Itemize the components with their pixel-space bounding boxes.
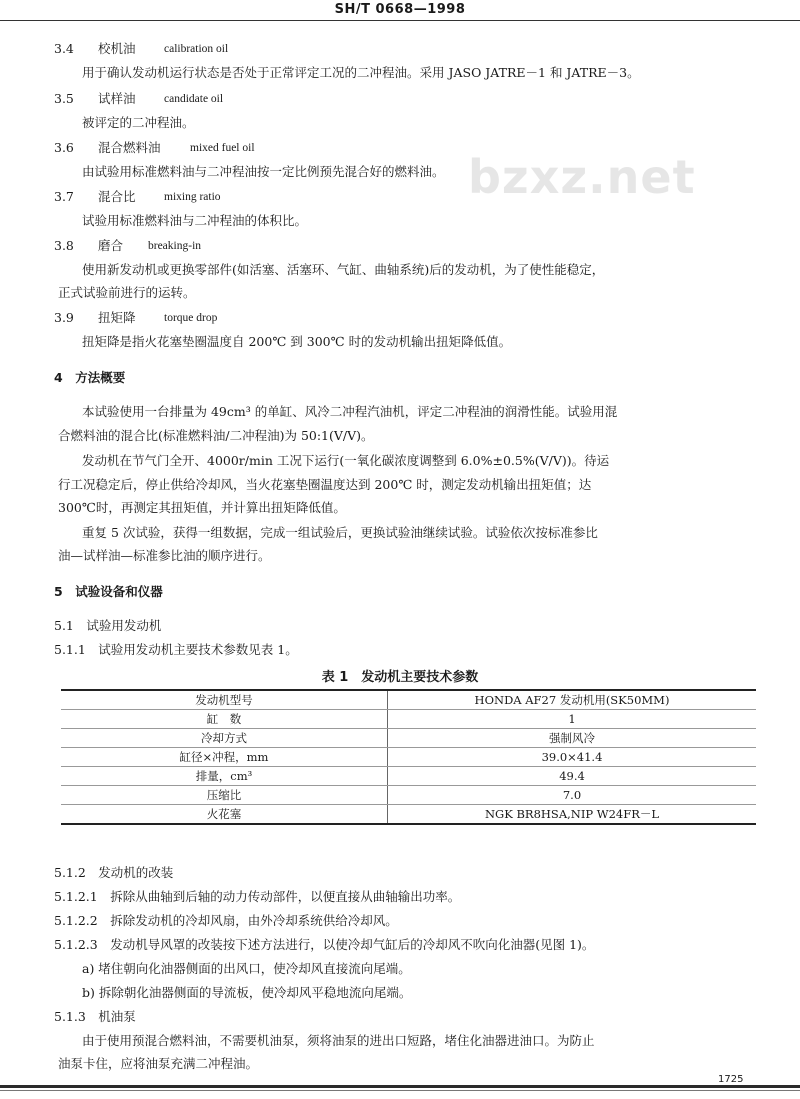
list-item: b) 拆除朝化油器侧面的导流板，使冷却风平稳地流向尾端。 — [82, 985, 412, 1000]
header-rule — [0, 20, 800, 21]
watermark: bzxz.net — [468, 150, 696, 204]
paragraph-line: 本试验使用一台排量为 49cm³ 的单缸、风冷二冲程汽油机，评定二冲程油的润滑性能。试验用混 — [82, 404, 618, 419]
page-number: 1725 — [718, 1074, 744, 1085]
table-caption: 表 1 发动机主要技术参数 — [321, 670, 479, 685]
table-row: 缸径×冲程，mm 39.0×41.4 — [61, 748, 756, 767]
subsection-heading: 5.1.1 试验用发动机主要技术参数见表 1。 — [54, 642, 298, 657]
paragraph-line: 发动机在节气门全开、4000r/min 工况下运行(一氧化碳浓度调整到 6.0%±0.5%(V/V))。待运 — [82, 453, 610, 468]
section-5-title: 5 试验设备和仪器 — [54, 584, 163, 599]
clause-line: 5.1.2.3 发动机导风罩的改装按下述方法进行，以使冷却气缸后的冷却风不吹向化油器(见图 1)。 — [54, 937, 595, 952]
term-definition: 使用新发动机或更换零部件(如活塞、活塞环、气缸、曲轴系统)后的发动机，为了使性能稳定， — [82, 262, 605, 277]
term-definition-cont: 正式试验前进行的运转。 — [58, 285, 196, 300]
subsection-heading: 5.1 试验用发动机 — [54, 618, 162, 633]
paragraph-line: 合燃料油的混合比(标准燃料油/二冲程油)为 50:1(V/V)。 — [58, 428, 374, 443]
engine-spec-table — [61, 689, 756, 825]
table-row: 发动机型号 HONDA AF27 发动机用(SK50MM) — [61, 690, 756, 710]
term-definition: 扭矩降是指火花塞垫圈温度自 200℃ 到 300℃ 时的发动机输出扭矩降低值。 — [82, 334, 512, 349]
document-page: SH/T 0668—1998 bzxz.net 3.4 校机油 calibration oil 用于确认发动机运行状态是否处于正常评定工况的二冲程油。采用 JASO JATRE－1 和 JATRE－3。 3.5 试样油 candidate oil 被评定的二冲程油。 3.6 混合燃料油 mixed fuel oil 由试验用标准燃料油与二冲程油按一定比例预先混合好的燃料油。 3.7 混合比 mixing ratio 试验用标准燃料油与二冲程油的体积比。 3.8 磨合 breaking-in 使用新发动机或更换零部件(如活塞、活塞环、气缸、曲轴系统)后的发动机，为了使性能稳定， 正式试验前进行的运转。 3.9 扭矩降 torque drop 扭矩降是指火花塞垫圈温度自 200℃ 到 300℃ 时的发动机输出扭矩降低值。 4 方法概要 本试验使用一台排量为 49cm³ 的单缸、风冷二冲程汽油机，评定二冲程油的润滑性能。试验用混 合燃料油的混合比(标准燃料油/二冲程油)为 50:1(V/V)。 发动机在节气门全开、4000r/min 工况下运行(一氧化碳浓度调整到 6.0%±0.5%(V/V))。待运 行工况稳定后，停止供给冷却风，当火花塞垫圈温度达到 200℃ 时，测定发动机输出扭矩值；达 300℃时，再测定其扭矩值，并计算出扭矩降低值。 重复 5 次试验，获得一组数据，完成一组试验后，更换试验油继续试验。试验依次按标准参比 油—试样油—标准参比油的顺序进行。 5 试验设备和仪器 5.1 试验用发动机 5.1.1 试验用发动机主要技术参数见表 1。 表 1 发动机主要技术参数 发动机型号 HONDA AF27 发动机用(SK50MM) 缸 数 1 冷却方式 强制风冷 缸径×冲程，mm 39.0×41.4 排量，cm³ 49.4 压缩比 7.0 火花塞 NGK BR8HSA,NIP W24FR－L 5.1.2 发动机的改装 5.1.2.1 拆除从曲轴到后轴的动力传动部件，以便直接从曲轴输出功率。 5.1.2.2 拆除发动机的冷却风扇，由外冷却系统供给冷却风。 5.1.2.3 发动机导风罩的改装按下述方法进行，以使冷却气缸后的冷却风不吹向化油器(见图 1)。 a) 堵住朝向化油器侧面的出风口，使冷却风直接流向尾端。 b) 拆除朝化油器侧面的导流板，使冷却风平稳地流向尾端。 5.1.3 机油泵 由于使用预混合燃料油，不需要机油泵，须将油泵的进出口短路，堵住化油器进油口。为防止 油泵卡住，应将油泵充满二冲程油。 1725 — [0, 0, 800, 1099]
clause-line: 5.1.2.2 拆除发动机的冷却风扇，由外冷却系统供给冷却风。 — [54, 913, 398, 928]
subsection-heading: 5.1.2 发动机的改装 — [54, 865, 174, 880]
standard-code-header: SH/T 0668—1998 — [334, 2, 466, 17]
term-definition: 试验用标准燃料油与二冲程油的体积比。 — [82, 213, 308, 228]
clause-line: 5.1.2.1 拆除从曲轴到后轴的动力传动部件，以便直接从曲轴输出功率。 — [54, 889, 461, 904]
term-definition: 被评定的二冲程油。 — [82, 115, 195, 130]
paragraph-line: 行工况稳定后，停止供给冷却风，当火花塞垫圈温度达到 200℃ 时，测定发动机输出扭矩值；达 — [58, 477, 592, 492]
table-row: 冷却方式 强制风冷 — [61, 729, 756, 748]
footer-rule-thin — [0, 1090, 800, 1091]
paragraph-line: 油泵卡住，应将油泵充满二冲程油。 — [58, 1056, 259, 1071]
table-row: 压缩比 7.0 — [61, 786, 756, 805]
term-definition: 用于确认发动机运行状态是否处于正常评定工况的二冲程油。采用 JASO JATRE－1 和 JATRE－3。 — [82, 65, 640, 80]
paragraph-line: 重复 5 次试验，获得一组数据，完成一组试验后，更换试验油继续试验。试验依次按标准参比 — [82, 525, 598, 540]
paragraph-line: 由于使用预混合燃料油，不需要机油泵，须将油泵的进出口短路，堵住化油器进油口。为防止 — [82, 1033, 595, 1048]
paragraph-line: 300℃时，再测定其扭矩值，并计算出扭矩降低值。 — [58, 500, 346, 515]
table-row: 排量，cm³ 49.4 — [61, 767, 756, 786]
list-item: a) 堵住朝向化油器侧面的出风口，使冷却风直接流向尾端。 — [82, 961, 411, 976]
footer-rule — [0, 1085, 800, 1088]
paragraph-line: 油—试样油—标准参比油的顺序进行。 — [58, 548, 271, 563]
table-row: 缸 数 1 — [61, 710, 756, 729]
subsection-heading: 5.1.3 机油泵 — [54, 1009, 136, 1024]
section-4-title: 4 方法概要 — [54, 370, 126, 385]
term-definition: 由试验用标准燃料油与二冲程油按一定比例预先混合好的燃料油。 — [82, 164, 445, 179]
table-row: 火花塞 NGK BR8HSA,NIP W24FR－L — [61, 805, 756, 825]
